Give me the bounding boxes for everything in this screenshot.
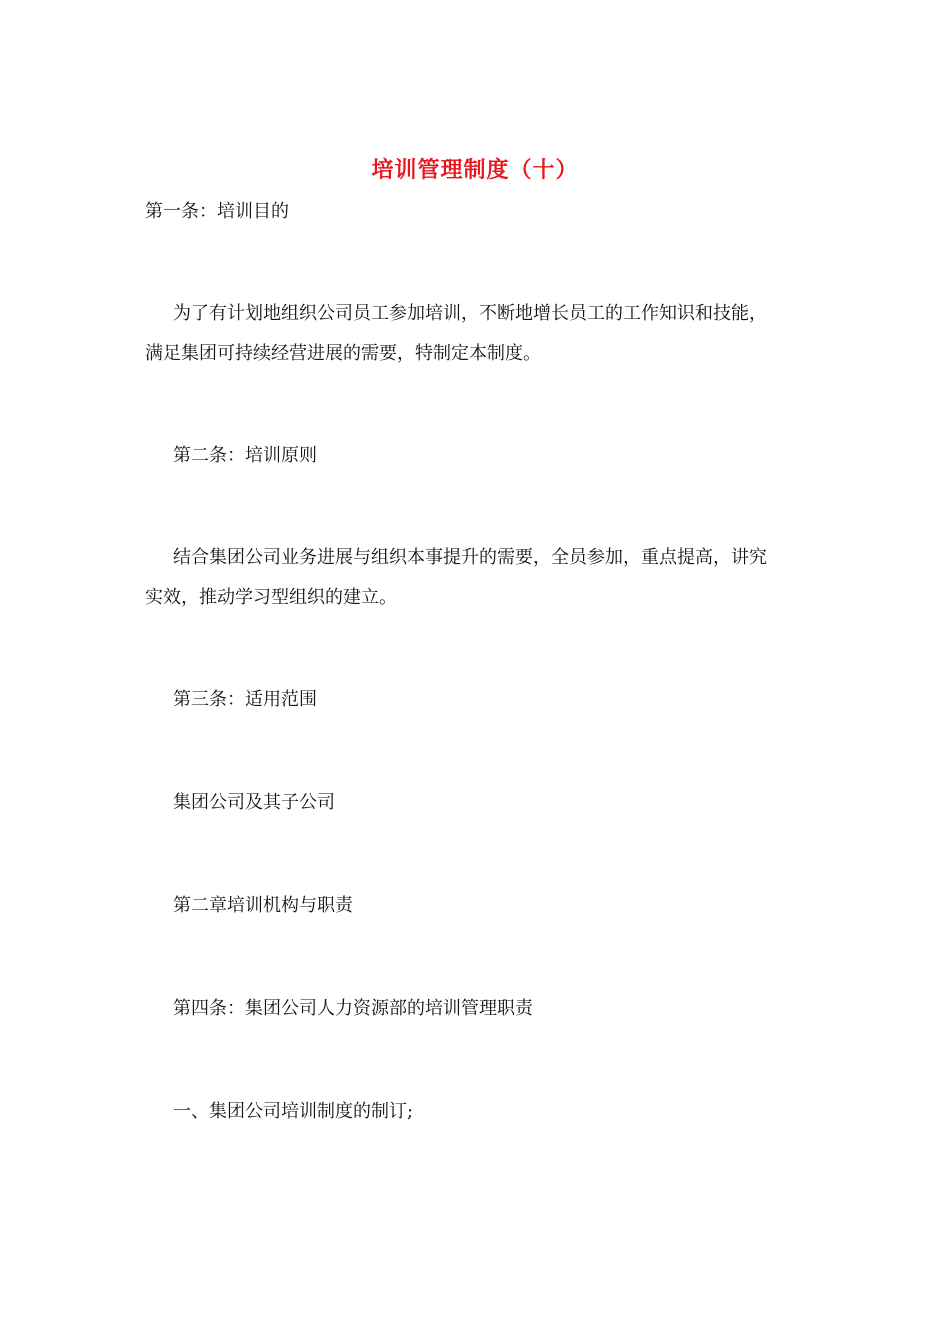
article-1-heading: 第一条：培训目的 [145, 201, 289, 222]
article-4-heading: 第四条：集团公司人力资源部的培训管理职责 [173, 998, 533, 1019]
article-1-paragraph-line-1: 为了有计划地组织公司员工参加培训，不断地增长员工的工作知识和技能， [173, 303, 767, 324]
list-item-1: 一、集团公司培训制度的制订; [173, 1101, 414, 1122]
article-2-heading: 第二条：培训原则 [173, 445, 317, 466]
chapter-2-heading: 第二章培训机构与职责 [173, 895, 353, 916]
article-2-paragraph-line-2: 实效，推动学习型组织的建立。 [145, 587, 397, 608]
article-3-heading: 第三条：适用范围 [173, 689, 317, 710]
article-3-paragraph: 集团公司及其子公司 [173, 792, 335, 813]
document-title: 培训管理制度（十） [371, 157, 579, 183]
article-2-paragraph-line-1: 结合集团公司业务进展与组织本事提升的需要，全员参加，重点提高，讲究 [173, 547, 767, 568]
article-1-paragraph-line-2: 满足集团可持续经营进展的需要，特制定本制度。 [145, 343, 541, 364]
